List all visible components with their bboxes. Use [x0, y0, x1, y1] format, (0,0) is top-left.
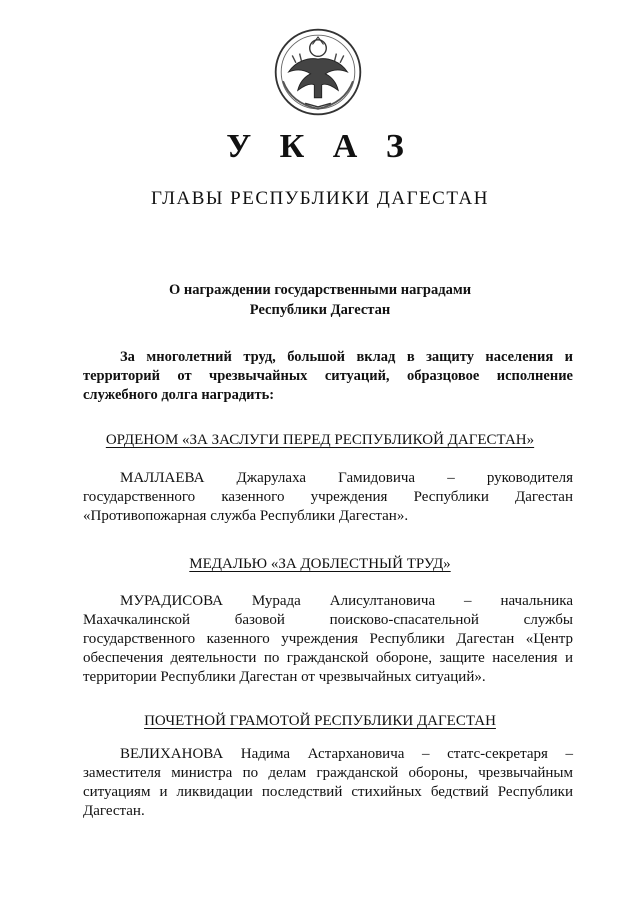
intro-line: За многолетний труд, большой вклад в защиту населения и: [120, 349, 573, 365]
recipient-line: МУРАДИСОВА Мурада Алисултановича – начальника: [120, 593, 573, 609]
recipient-line: территории Республики Дагестан от чрезвычайных ситуаций».: [83, 669, 486, 685]
award-recipient-paragraph: [83, 745, 573, 821]
decree-title: У К А З: [226, 128, 414, 165]
subject-line: Республики Дагестан: [249, 302, 391, 318]
intro-line: территорий от чрезвычайных ситуаций, образцовое исполнение: [83, 368, 573, 384]
decree-subject: [0, 280, 640, 320]
intro-line: служебного долга наградить:: [83, 387, 275, 403]
award-heading-certificate: ПОЧЕТНОЙ ГРАМОТОЙ РЕСПУБЛИКИ ДАГЕСТАН: [144, 713, 496, 729]
award-heading-order: ОРДЕНОМ «ЗА ЗАСЛУГИ ПЕРЕД РЕСПУБЛИКОЙ ДАГЕСТАН»: [105, 432, 535, 448]
recipient-line: «Противопожарная служба Республики Дагестан».: [83, 508, 409, 524]
recipient-line: Махачкалинской базовой поисково-спасательной службы: [83, 612, 573, 628]
intro-paragraph: [83, 348, 573, 405]
recipient-line: ВЕЛИХАНОВА Надима Астархановича – статс-секретаря –: [120, 746, 573, 762]
coat-of-arms-emblem-icon: [272, 26, 364, 118]
award-recipient-paragraph: [83, 469, 573, 526]
recipient-line: обеспечения деятельности по гражданской обороне, защите населения и: [83, 650, 573, 666]
recipient-line: ситуациям и ликвидации последствий стихийных бедствий Республики: [83, 784, 573, 800]
recipient-line: государственного казенного учреждения Республики Дагестан «Центр: [83, 631, 573, 647]
recipient-line: Дагестан.: [83, 803, 145, 819]
recipient-line: государственного казенного учреждения Республики Дагестан: [83, 489, 573, 505]
subject-line: О награждении государственными наградами: [168, 282, 472, 298]
award-heading-medal: МЕДАЛЬЮ «ЗА ДОБЛЕСТНЫЙ ТРУД»: [189, 556, 451, 572]
recipient-line: МАЛЛАЕВА Джарулаха Гамидовича – руководителя: [120, 470, 573, 486]
decree-issuer: ГЛАВЫ РЕСПУБЛИКИ ДАГЕСТАН: [151, 188, 489, 209]
award-recipient-paragraph: [83, 592, 573, 687]
recipient-line: заместителя министра по делам гражданской обороны, чрезвычайным: [83, 765, 573, 781]
